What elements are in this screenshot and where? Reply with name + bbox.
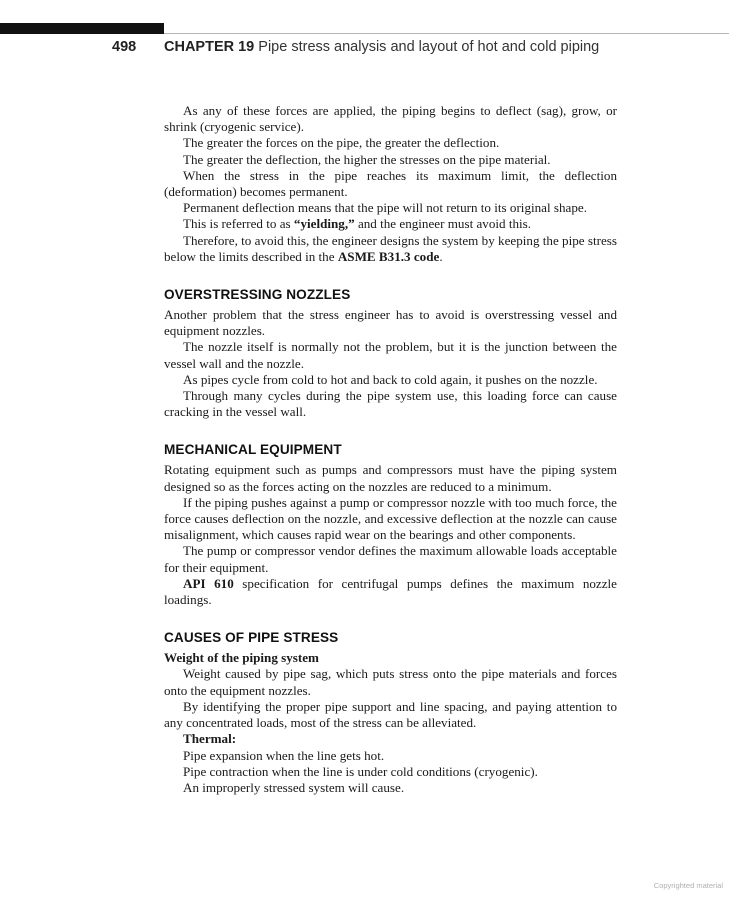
copyright-watermark: Copyrighted material	[653, 881, 723, 890]
subheading-thermal: Thermal:	[183, 731, 237, 747]
intro-paragraph-4: When the stress in the pipe reaches its maximum limit, the deflection (deformation) becomes permanent.	[164, 167, 617, 200]
header-rule	[164, 33, 729, 34]
intro-paragraph-6	[164, 216, 617, 232]
text-run: .	[439, 248, 443, 264]
mechanical-paragraph-3: The pump or compressor vendor defines the maximum allowable loads acceptable for their equipment.	[164, 543, 617, 575]
text-run: Therefore, to avoid this, the engineer designs the system by keeping the pipe stress below the limits described in the	[164, 232, 617, 264]
section-heading-nozzles: OVERSTRESSING NOZZLES	[164, 287, 351, 303]
mechanical-paragraph-2: If the piping pushes against a pump or compressor nozzle with too much force, the force causes deflection on the nozzle, and excessive deflection at the nozzle can cause misalignment, which causes rapid wear on the bearings and other components.	[164, 494, 617, 543]
text-run: This is referred to as	[183, 216, 294, 232]
text-run: and the engineer must avoid this.	[354, 216, 532, 232]
term-api-610: API 610	[183, 575, 234, 591]
term-yielding: “yielding,”	[293, 216, 355, 232]
chapter-label: CHAPTER 19	[164, 39, 255, 55]
intro-paragraph-5: Permanent deflection means that the pipe will not return to its original shape.	[183, 200, 587, 216]
header-black-bar	[0, 23, 164, 34]
causes-paragraph-4: Pipe contraction when the line is under cold conditions (cryogenic).	[183, 763, 538, 779]
intro-paragraph-7	[164, 233, 617, 265]
chapter-heading	[164, 39, 599, 55]
term-asme-code: ASME B31.3 code	[337, 248, 440, 264]
causes-paragraph-1: Weight caused by pipe sag, which puts stress onto the pipe materials and forces onto the equipment nozzles.	[164, 666, 617, 698]
page-body	[164, 103, 617, 796]
section-heading-mechanical: MECHANICAL EQUIPMENT	[164, 442, 342, 458]
causes-paragraph-5: An improperly stressed system will cause.	[183, 779, 405, 795]
subheading-weight: Weight of the piping system	[164, 650, 319, 666]
nozzles-paragraph-4: Through many cycles during the pipe system use, this loading force can cause cracking in the vessel wall.	[164, 388, 617, 420]
intro-paragraph-3: The greater the deflection, the higher the stresses on the pipe material.	[183, 151, 551, 167]
mechanical-paragraph-1: Rotating equipment such as pumps and compressors must have the piping system designed so as the forces acting on the nozzles are reduced to a minimum.	[164, 462, 617, 494]
page-number: 498	[112, 39, 137, 55]
intro-paragraph-2: The greater the forces on the pipe, the greater the deflection.	[183, 135, 500, 151]
nozzles-paragraph-3: As pipes cycle from cold to hot and back to cold again, it pushes on the nozzle.	[183, 371, 598, 387]
section-heading-causes: CAUSES OF PIPE STRESS	[164, 630, 339, 646]
causes-paragraph-2: By identifying the proper pipe support and line spacing, and paying attention to any concentrated loads, most of the stress can be alleviated.	[164, 698, 617, 731]
chapter-title: Pipe stress analysis and layout of hot and cold piping	[258, 39, 600, 55]
causes-paragraph-3: Pipe expansion when the line gets hot.	[183, 747, 385, 763]
text-run: specification for centrifugal pumps defines the maximum nozzle loadings.	[164, 575, 617, 608]
mechanical-paragraph-4	[164, 576, 617, 608]
nozzles-paragraph-2: The nozzle itself is normally not the problem, but it is the junction between the vessel wall and the nozzle.	[164, 339, 617, 371]
intro-paragraph-1: As any of these forces are applied, the piping begins to deflect (sag), grow, or shrink (cryogenic service).	[164, 103, 617, 135]
nozzles-paragraph-1: Another problem that the stress engineer has to avoid is overstressing vessel and equipment nozzles.	[164, 307, 617, 339]
